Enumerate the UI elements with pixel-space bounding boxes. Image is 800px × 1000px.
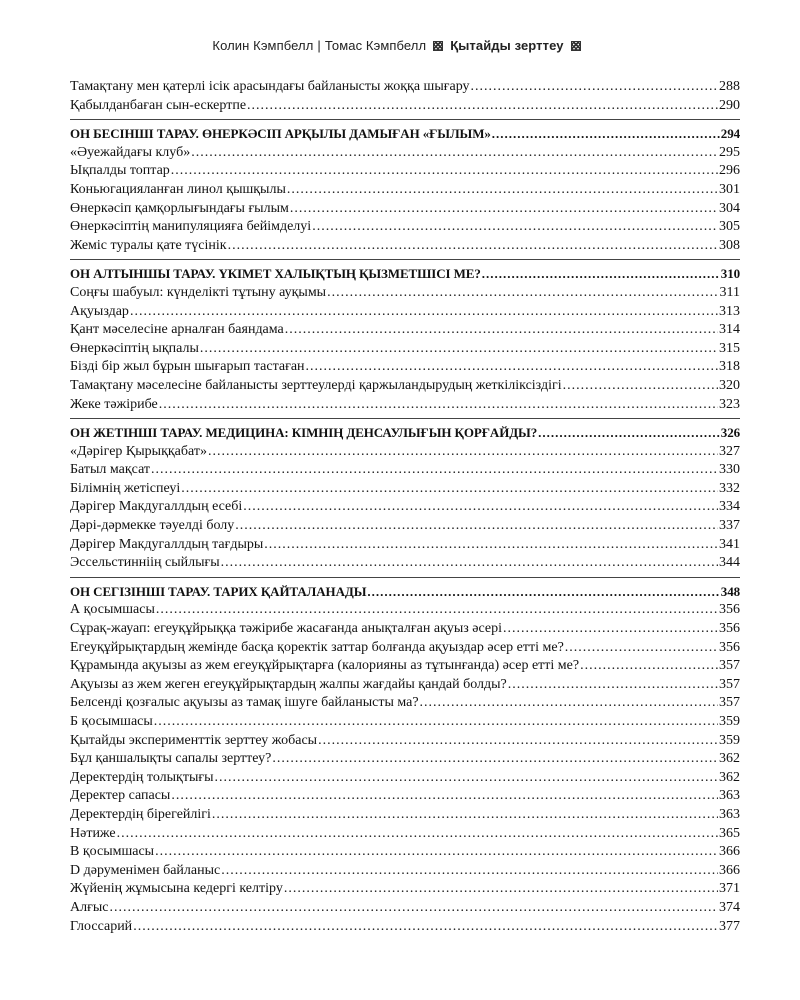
toc-entry-title: «Әуежайдағы клуб» bbox=[70, 144, 191, 160]
toc-entry[interactable] bbox=[70, 219, 740, 238]
dot-leader bbox=[181, 481, 718, 497]
dot-leader bbox=[327, 285, 718, 301]
toc-page-number: 315 bbox=[719, 340, 740, 356]
dot-leader bbox=[580, 658, 718, 674]
toc-page-number: 366 bbox=[719, 844, 740, 860]
toc-page-number: 357 bbox=[719, 658, 740, 674]
dot-leader bbox=[133, 919, 718, 935]
toc-page-number: 371 bbox=[719, 881, 740, 897]
toc-entry[interactable] bbox=[70, 751, 740, 770]
toc-page-number: 362 bbox=[719, 751, 740, 767]
ornament-icon bbox=[433, 41, 443, 51]
toc-entry-title: Өнеркәсіп қамқорлығындағы ғылым bbox=[70, 200, 289, 216]
toc-page-number: 341 bbox=[719, 536, 740, 552]
toc-entry[interactable] bbox=[70, 378, 740, 397]
toc-page-number: 344 bbox=[719, 555, 740, 571]
toc-entry[interactable] bbox=[70, 900, 740, 919]
header-book-title: Қытайды зерттеу bbox=[450, 38, 564, 53]
dot-leader bbox=[228, 238, 718, 254]
toc-entry[interactable] bbox=[70, 98, 740, 117]
running-header bbox=[0, 38, 800, 53]
toc-entry-title: Дәрігер Макдугаллдың есебі bbox=[70, 499, 243, 515]
dot-leader bbox=[565, 640, 718, 656]
toc-entry-title: ОН АЛТЫНШЫ ТАРАУ. ҮКІМЕТ ХАЛЫҚТЫҢ ҚЫЗМЕТШІСІ МЕ? bbox=[70, 266, 481, 282]
toc-page-number: 318 bbox=[719, 359, 740, 375]
dot-leader bbox=[367, 584, 719, 600]
toc-entry-title: Дәрі-дәрмекке тәуелді болу bbox=[70, 518, 235, 534]
toc-entry[interactable] bbox=[70, 807, 740, 826]
dot-leader bbox=[200, 341, 718, 357]
dot-leader bbox=[212, 807, 718, 823]
toc-page-number: 332 bbox=[719, 480, 740, 496]
dot-leader bbox=[290, 201, 718, 217]
dot-leader bbox=[215, 770, 718, 786]
toc-page-number: 294 bbox=[720, 126, 740, 142]
toc-entry[interactable] bbox=[70, 462, 740, 481]
section-divider bbox=[70, 577, 740, 578]
toc-entry-title: Бізді бір жыл бұрын шығарып тастаған bbox=[70, 359, 305, 375]
toc-chapter-heading[interactable] bbox=[70, 266, 740, 285]
dot-leader bbox=[221, 863, 718, 879]
toc-entry[interactable] bbox=[70, 518, 740, 537]
toc-entry-title: Жеміс туралы қате түсінік bbox=[70, 237, 227, 253]
dot-leader bbox=[156, 602, 718, 618]
toc-page-number: 330 bbox=[719, 462, 740, 478]
toc-page-number: 304 bbox=[719, 200, 740, 216]
toc-entry[interactable] bbox=[70, 304, 740, 323]
dot-leader bbox=[285, 322, 718, 338]
toc-entry-title: Нәтиже bbox=[70, 825, 116, 841]
toc-entry-title: Сұрақ-жауап: егеуқұйрыққа тәжірибе жасағанда анықталған ақуыз әсері bbox=[70, 621, 503, 637]
ornament-icon bbox=[571, 41, 581, 51]
toc-page-number: 290 bbox=[719, 97, 740, 113]
toc-entry-title: Батыл мақсат bbox=[70, 462, 151, 478]
dot-leader bbox=[471, 79, 718, 95]
toc-page-number: 323 bbox=[719, 396, 740, 412]
toc-page-number: 365 bbox=[719, 825, 740, 841]
dot-leader bbox=[191, 145, 718, 161]
toc-page-number: 311 bbox=[719, 284, 740, 300]
toc-entry[interactable] bbox=[70, 733, 740, 752]
dot-leader bbox=[420, 695, 718, 711]
section-divider bbox=[70, 259, 740, 260]
toc-page-number: 357 bbox=[719, 695, 740, 711]
toc-page-number: 337 bbox=[719, 518, 740, 534]
toc-page-number: 305 bbox=[719, 219, 740, 235]
toc-entry-title: Ақуызы аз жем жеген егеуқұйрықтардың жалпы жағдайы қандай болды? bbox=[70, 676, 507, 692]
toc-entry[interactable] bbox=[70, 499, 740, 518]
toc-entry-title: Құрамында ақуызы аз жем егеуқұйрықтарға (калорияны аз тұтынғанда) әсер етті ме? bbox=[70, 658, 580, 674]
toc-page-number: 288 bbox=[719, 79, 740, 94]
toc-entry[interactable] bbox=[70, 602, 740, 621]
toc-entry[interactable] bbox=[70, 714, 740, 733]
header-author-2: Томас Кэмпбелл bbox=[324, 38, 427, 53]
toc-entry[interactable] bbox=[70, 788, 740, 807]
toc-entry[interactable] bbox=[70, 481, 740, 500]
dot-leader bbox=[312, 219, 718, 235]
toc-entry[interactable] bbox=[70, 182, 740, 201]
dot-leader bbox=[208, 444, 718, 460]
toc-page-number: 363 bbox=[719, 788, 740, 804]
toc-entry-title: D дәруменімен байланыс bbox=[70, 862, 221, 878]
toc-chapter-heading[interactable] bbox=[70, 126, 740, 145]
toc-entry[interactable] bbox=[70, 555, 740, 574]
toc-entry-title: Білімнің жетіспеуі bbox=[70, 480, 181, 496]
toc-entry-title: Алғыс bbox=[70, 899, 109, 915]
section-divider bbox=[70, 119, 740, 120]
toc-entry-title: Б қосымшасы bbox=[70, 714, 153, 729]
dot-leader bbox=[508, 677, 718, 693]
dot-leader bbox=[159, 397, 718, 413]
toc-entry-title: Ақуыздар bbox=[70, 303, 129, 319]
dot-leader bbox=[538, 425, 720, 441]
toc-entry-title: В қосымшасы bbox=[70, 844, 155, 860]
dot-leader bbox=[154, 714, 718, 730]
dot-leader bbox=[109, 900, 718, 916]
toc-page-number: 327 bbox=[719, 443, 740, 459]
toc-entry-title: Өнеркәсіптің ықпалы bbox=[70, 340, 199, 356]
dot-leader bbox=[306, 359, 718, 375]
toc-entry[interactable] bbox=[70, 770, 740, 789]
toc-entry-title: Соңғы шабуыл: күнделікті тұтыну ауқымы bbox=[70, 284, 327, 300]
toc-entry[interactable] bbox=[70, 919, 740, 938]
toc-entry[interactable] bbox=[70, 285, 740, 304]
toc-entry[interactable] bbox=[70, 844, 740, 863]
dot-leader bbox=[264, 537, 718, 553]
dot-leader bbox=[563, 378, 718, 394]
toc-entry-title: Дәрігер Макдугаллдың тағдыры bbox=[70, 536, 264, 552]
toc-entry[interactable] bbox=[70, 881, 740, 900]
toc-page-number: 348 bbox=[720, 583, 740, 599]
toc-entry-title: ОН СЕГІЗІНШІ ТАРАУ. ТАРИХ ҚАЙТАЛАНАДЫ bbox=[70, 583, 367, 599]
toc-entry[interactable] bbox=[70, 163, 740, 182]
toc-page-number: 314 bbox=[719, 322, 740, 338]
toc-entry-title: Қабылданбаған сын-ескертпе bbox=[70, 97, 247, 113]
toc-page-number: 295 bbox=[719, 144, 740, 160]
toc-page-number: 374 bbox=[719, 899, 740, 915]
toc-entry-title: Егеуқұйрықтардың жемінде басқа қоректік заттар болғанда ақуыздар әсер етті ме? bbox=[70, 639, 564, 655]
toc-entry-title: Бұл қаншалықты сапалы зерттеу? bbox=[70, 751, 272, 767]
table-of-contents bbox=[70, 79, 740, 937]
toc-entry-title: Ықпалды топтар bbox=[70, 163, 170, 179]
toc-entry-title: А қосымшасы bbox=[70, 602, 155, 618]
toc-entry[interactable] bbox=[70, 621, 740, 640]
toc-chapter-heading[interactable] bbox=[70, 584, 740, 603]
dot-leader bbox=[117, 826, 718, 842]
toc-page-number: 377 bbox=[719, 918, 740, 934]
toc-page-number: 359 bbox=[719, 732, 740, 748]
toc-entry[interactable] bbox=[70, 397, 740, 416]
dot-leader bbox=[503, 621, 718, 637]
toc-entry-title: Коньюгацияланған линол қышқылы bbox=[70, 181, 286, 197]
toc-entry[interactable] bbox=[70, 238, 740, 257]
toc-page-number: 296 bbox=[719, 163, 740, 179]
dot-leader bbox=[247, 98, 718, 114]
toc-entry[interactable] bbox=[70, 201, 740, 220]
toc-entry[interactable] bbox=[70, 826, 740, 845]
toc-page-number: 356 bbox=[719, 621, 740, 637]
toc-entry[interactable] bbox=[70, 322, 740, 341]
toc-page-number: 363 bbox=[719, 806, 740, 822]
toc-entry[interactable] bbox=[70, 695, 740, 714]
toc-page-number: 356 bbox=[719, 639, 740, 655]
toc-page-number: 362 bbox=[719, 769, 740, 785]
toc-entry[interactable] bbox=[70, 341, 740, 360]
toc-entry-title: Қант мәселесіне арналған баяндама bbox=[70, 322, 284, 338]
toc-entry[interactable] bbox=[70, 677, 740, 696]
section-divider bbox=[70, 418, 740, 419]
toc-page-number: 326 bbox=[720, 425, 740, 441]
toc-page-number: 359 bbox=[719, 714, 740, 729]
toc-entry-title: Белсенді қозғалыс ақуызы аз тамақ ішуге байланысты ма? bbox=[70, 695, 419, 711]
toc-page-number: 308 bbox=[719, 237, 740, 253]
dot-leader bbox=[171, 163, 718, 179]
dot-leader bbox=[492, 126, 720, 142]
dot-leader bbox=[284, 881, 718, 897]
toc-entry-title: Тамақтану мәселесіне байланысты зерттеулерді қаржыландырудың жеткіліксіздігі bbox=[70, 377, 562, 393]
toc-page-number: 356 bbox=[719, 602, 740, 618]
toc-entry-title: Деректер сапасы bbox=[70, 788, 171, 804]
toc-entry-title: Жүйенің жұмысына кедергі келтіру bbox=[70, 881, 283, 897]
toc-entry-title: ОН ЖЕТІНШІ ТАРАУ. МЕДИЦИНА: КІМНІҢ ДЕНСАУЛЫҒЫН ҚОРҒАЙДЫ? bbox=[70, 425, 538, 441]
toc-entry[interactable] bbox=[70, 640, 740, 659]
header-separator: | bbox=[317, 38, 321, 53]
dot-leader bbox=[318, 733, 718, 749]
toc-page-number: 366 bbox=[719, 862, 740, 878]
dot-leader bbox=[235, 518, 718, 534]
dot-leader bbox=[155, 844, 718, 860]
dot-leader bbox=[482, 266, 720, 282]
dot-leader bbox=[151, 462, 718, 478]
toc-entry-title: Тамақтану мен қатерлі ісік арасындағы байланысты жоққа шығару bbox=[70, 79, 470, 94]
toc-entry[interactable] bbox=[70, 444, 740, 463]
toc-page-number: 313 bbox=[719, 303, 740, 319]
toc-entry-title: Деректердің бірегейлігі bbox=[70, 806, 211, 822]
toc-entry-title: Жеке тәжірибе bbox=[70, 396, 158, 412]
dot-leader bbox=[130, 304, 718, 320]
toc-page-number: 320 bbox=[719, 377, 740, 393]
toc-page-number: 310 bbox=[720, 266, 740, 282]
dot-leader bbox=[272, 751, 718, 767]
toc-entry-title: ОН БЕСІНШІ ТАРАУ. ӨНЕРКӘСІП АРҚЫЛЫ ДАМЫҒАН «ҒЫЛЫМ» bbox=[70, 126, 491, 142]
dot-leader bbox=[221, 555, 718, 571]
toc-entry[interactable] bbox=[70, 658, 740, 677]
toc-page-number: 334 bbox=[719, 499, 740, 515]
toc-entry[interactable] bbox=[70, 79, 740, 98]
toc-entry[interactable] bbox=[70, 145, 740, 164]
toc-entry-title: Қытайды эксперименттік зерттеу жобасы bbox=[70, 732, 318, 748]
dot-leader bbox=[171, 788, 718, 804]
toc-page-number: 357 bbox=[719, 676, 740, 692]
toc-entry-title: «Дәрігер Қырыққабат» bbox=[70, 443, 207, 459]
dot-leader bbox=[287, 182, 718, 198]
toc-entry-title: Деректердің толықтығы bbox=[70, 769, 214, 785]
toc-entry[interactable] bbox=[70, 863, 740, 882]
header-author-1: Колин Кэмпбелл bbox=[212, 38, 314, 53]
toc-page-number: 301 bbox=[719, 181, 740, 197]
toc-chapter-heading[interactable] bbox=[70, 425, 740, 444]
toc-entry[interactable] bbox=[70, 359, 740, 378]
dot-leader bbox=[243, 499, 718, 515]
toc-entry-title: Глоссарий bbox=[70, 918, 133, 934]
toc-entry-title: Эссельстинніің сыйлығы bbox=[70, 555, 220, 571]
toc-entry[interactable] bbox=[70, 537, 740, 556]
toc-entry-title: Өнеркәсіптің манипуляцияға бейімделуі bbox=[70, 219, 312, 235]
